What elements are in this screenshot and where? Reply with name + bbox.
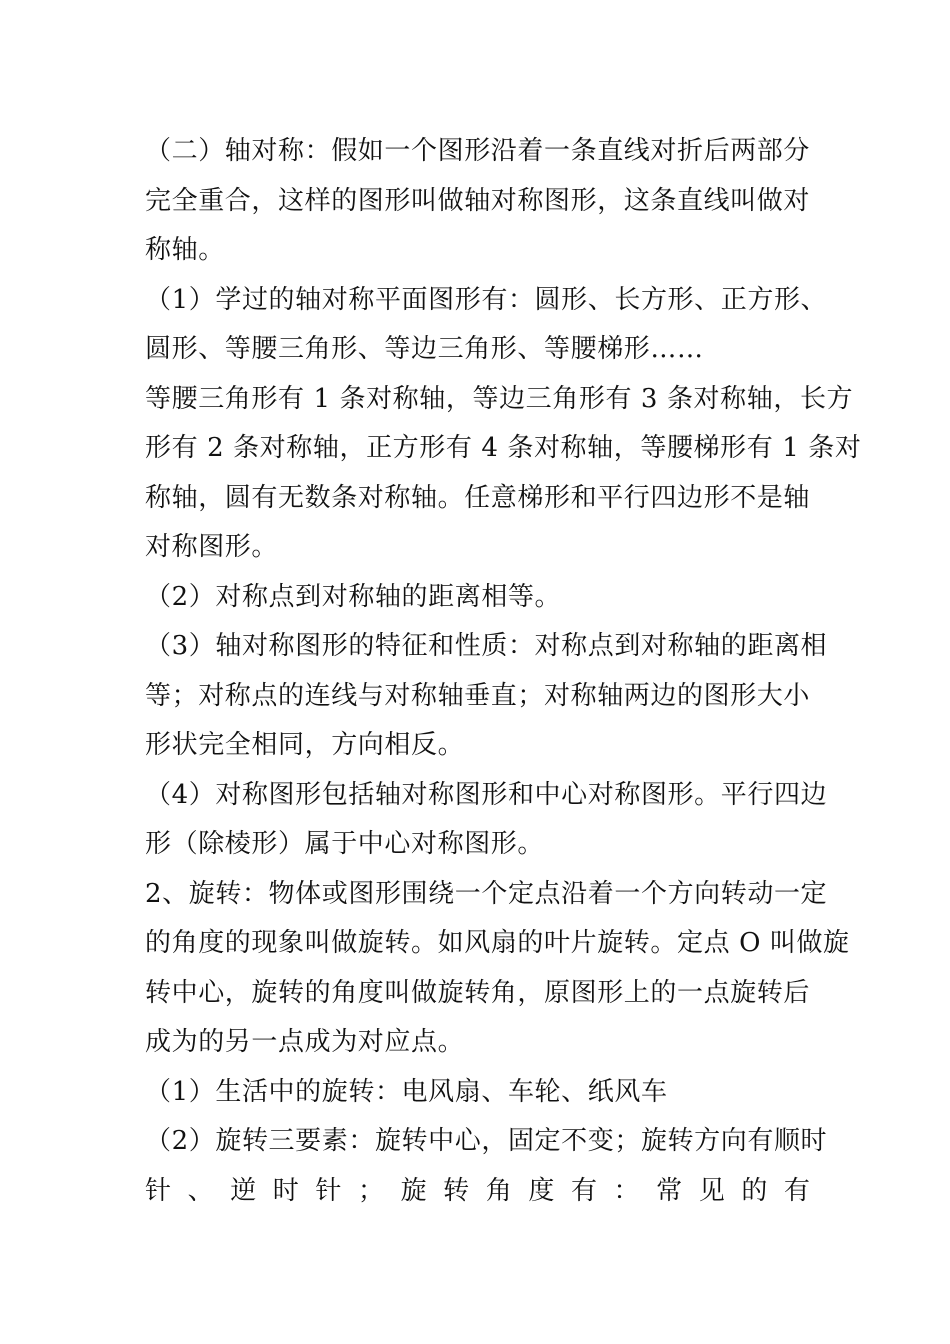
text-line: （1）生活中的旋转：电风扇、车轮、纸风车 — [145, 1076, 668, 1107]
char: ： — [613, 1175, 640, 1206]
char: 逆 — [230, 1175, 257, 1206]
text-line: （2）对称点到对称轴的距离相等。 — [145, 581, 562, 612]
char: 、 — [187, 1175, 214, 1206]
document-page — [145, 127, 862, 1216]
text-line: （1）学过的轴对称平面图形有：圆形、长方形、正方形、 — [145, 284, 828, 315]
text-line: （4）对称图形包括轴对称图形和中心对称图形。平行四边 — [145, 779, 828, 810]
char: 时 — [272, 1175, 299, 1206]
text-line: 转中心，旋转的角度叫做旋转角，原图形上的一点旋转后 — [145, 977, 811, 1008]
char: 的 — [741, 1175, 768, 1206]
char: 旋 — [400, 1175, 427, 1206]
text-line: 2、旋转：物体或图形围绕一个定点沿着一个方向转动一定 — [145, 878, 828, 909]
char: 角 — [485, 1175, 512, 1206]
text-line: 成为的另一点成为对应点。 — [145, 1027, 465, 1057]
justified-text-line — [145, 1167, 810, 1217]
char: 有 — [783, 1175, 810, 1206]
text-line: （3）轴对称图形的特征和性质：对称点到对称轴的距离相 — [145, 631, 828, 661]
char: ； — [357, 1175, 384, 1206]
text-line: （二）轴对称：假如一个图形沿着一条直线对折后两部分 — [145, 136, 811, 166]
char: 常 — [656, 1175, 683, 1206]
char: 针 — [145, 1175, 172, 1206]
text-line: 形（除棱形）属于中心对称图形。 — [145, 829, 545, 859]
text-line: 对称图形。 — [145, 532, 279, 562]
text-line: 形有 2 条对称轴，正方形有 4 条对称轴，等腰梯形有 1 条对 — [145, 433, 862, 463]
char: 转 — [443, 1175, 470, 1206]
text-line: 称轴，圆有无数条对称轴。任意梯形和平行四边形不是轴 — [145, 482, 811, 513]
text-line: 的角度的现象叫做旋转。如风扇的叶片旋转。定点 O 叫做旋 — [145, 928, 850, 958]
char: 度 — [528, 1175, 555, 1206]
text-line: 等；对称点的连线与对称轴垂直；对称轴两边的图形大小 — [145, 680, 811, 711]
text-line: 形状完全相同，方向相反。 — [145, 730, 465, 760]
text-line: 圆形、等腰三角形、等边三角形、等腰梯形…… — [145, 334, 704, 364]
char: 见 — [698, 1175, 725, 1206]
text-line: 等腰三角形有 1 条对称轴，等边三角形有 3 条对称轴，长方 — [145, 383, 854, 414]
text-line: 称轴。 — [145, 235, 225, 265]
char: 有 — [570, 1175, 597, 1206]
text-line: （2）旋转三要素：旋转中心，固定不变；旋转方向有顺时 — [145, 1126, 828, 1156]
text-line: 完全重合，这样的图形叫做轴对称图形，这条直线叫做对 — [145, 185, 811, 216]
char: 针 — [315, 1175, 342, 1206]
